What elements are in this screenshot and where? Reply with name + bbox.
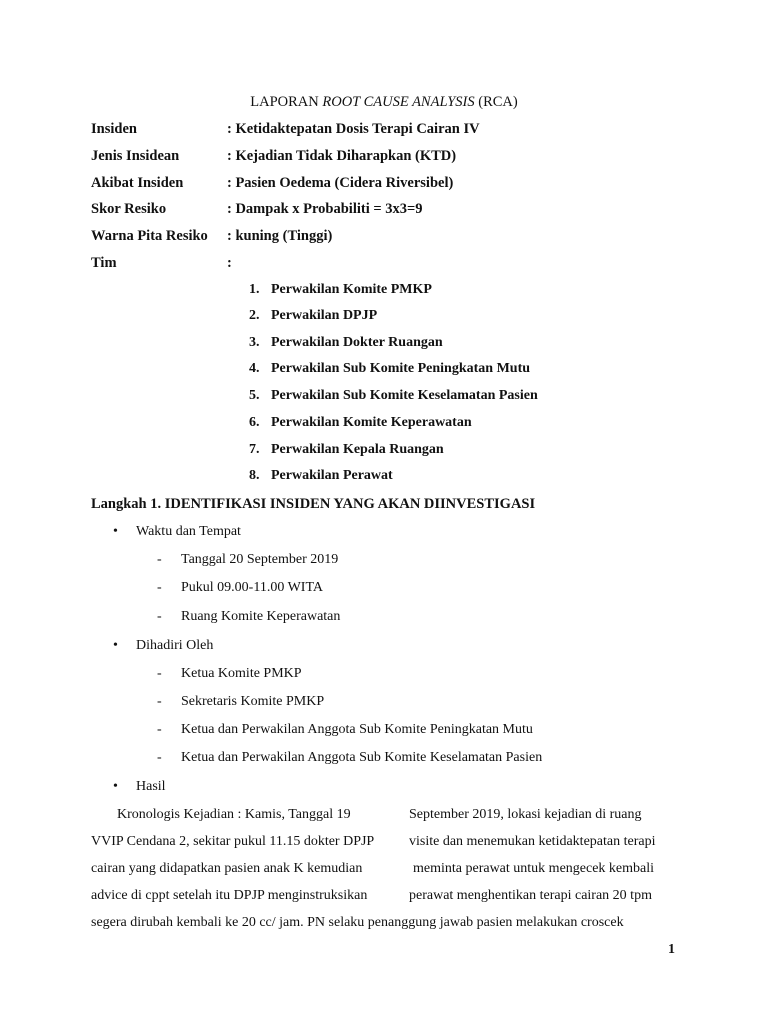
dash-text: Ketua Komite PMKP — [181, 666, 302, 681]
paragraph-line-right: September 2019, lokasi kejadian di ruang — [409, 807, 642, 822]
bullet-symbol: • — [113, 524, 118, 539]
dash-text: Tanggal 20 September 2019 — [181, 552, 339, 567]
dash-text: Ketua dan Perwakilan Anggota Sub Komite Keselamatan Pasien — [181, 750, 543, 765]
dash-symbol: - — [157, 694, 162, 709]
info-label: Jenis Insidean — [91, 148, 180, 164]
dash-symbol: - — [157, 552, 162, 567]
title-prefix: LAPORAN — [250, 94, 323, 110]
team-text: Perwakilan DPJP — [271, 308, 378, 323]
bullet-text: Dihadiri Oleh — [136, 638, 214, 653]
dash-symbol: - — [157, 580, 162, 595]
dash-symbol: - — [157, 722, 162, 737]
bullet-text: Waktu dan Tempat — [136, 524, 241, 539]
bullet-symbol: • — [113, 638, 118, 653]
info-label: Tim — [91, 255, 117, 271]
info-label: Akibat Insiden — [91, 175, 184, 191]
bullet-symbol: • — [113, 779, 118, 794]
bullet-text: Hasil — [136, 779, 166, 794]
team-number: 1. — [249, 282, 260, 297]
report-title — [0, 92, 768, 112]
paragraph-line — [91, 855, 678, 882]
team-number: 2. — [249, 308, 260, 323]
team-number: 8. — [249, 468, 260, 483]
info-label: Skor Resiko — [91, 201, 167, 217]
team-number: 6. — [249, 415, 260, 430]
title-italic: ROOT CAUSE ANALYSIS — [322, 94, 475, 110]
page-number: 1 — [668, 942, 675, 957]
team-number: 5. — [249, 388, 260, 403]
kronologis-paragraph — [91, 801, 678, 936]
dash-text: Pukul 09.00-11.00 WITA — [181, 580, 323, 595]
info-value: : — [227, 255, 232, 271]
paragraph-line-left: Kronologis Kejadian : Kamis, Tanggal 19 — [117, 807, 351, 822]
team-text: Perwakilan Sub Komite Peningkatan Mutu — [271, 361, 531, 376]
paragraph-line — [91, 909, 678, 936]
info-value: : Dampak x Probabiliti = 3x3=9 — [227, 201, 423, 217]
info-value: : Kejadian Tidak Diharapkan (KTD) — [227, 148, 457, 164]
info-value: : Pasien Oedema (Cidera Riversibel) — [227, 175, 454, 191]
paragraph-line-right: perawat menghentikan terapi cairan 20 tpm — [409, 888, 652, 903]
title-suffix: (RCA) — [474, 94, 518, 110]
info-value: : Ketidaktepatan Dosis Terapi Cairan IV — [227, 121, 480, 137]
dash-text: Ketua dan Perwakilan Anggota Sub Komite Peningkatan Mutu — [181, 722, 533, 737]
team-number: 3. — [249, 335, 260, 350]
info-label: Insiden — [91, 121, 137, 137]
dash-text: Ruang Komite Keperawatan — [181, 609, 341, 624]
dash-symbol: - — [157, 750, 162, 765]
paragraph-line-left: cairan yang didapatkan pasien anak K kemudian — [91, 861, 363, 876]
team-text: Perwakilan Perawat — [271, 468, 393, 483]
paragraph-line-right: meminta perawat untuk mengecek kembali — [413, 861, 655, 876]
paragraph-line-left: advice di cppt setelah itu DPJP menginstruksikan — [91, 888, 368, 903]
team-number: 7. — [249, 442, 260, 457]
team-number: 4. — [249, 361, 260, 376]
dash-text: Sekretaris Komite PMKP — [181, 694, 325, 709]
paragraph-line — [91, 801, 678, 828]
info-label: Warna Pita Resiko — [91, 228, 208, 244]
paragraph-line-left: segera dirubah kembali ke 20 cc/ jam. PN selaku penanggung jawab pasien melakukan croscek — [91, 915, 624, 930]
team-text: Perwakilan Komite Keperawatan — [271, 415, 472, 430]
team-text: Perwakilan Komite PMKP — [271, 282, 432, 297]
step1-heading: Langkah 1. IDENTIFIKASI INSIDEN YANG AKAN DIINVESTIGASI — [91, 496, 536, 512]
dash-symbol: - — [157, 609, 162, 624]
team-text: Perwakilan Sub Komite Keselamatan Pasien — [271, 388, 538, 403]
team-text: Perwakilan Dokter Ruangan — [271, 335, 443, 350]
info-value: : kuning (Tinggi) — [227, 228, 333, 244]
paragraph-line — [91, 882, 678, 909]
paragraph-line-left: VVIP Cendana 2, sekitar pukul 11.15 dokter DPJP — [91, 834, 375, 849]
dash-symbol: - — [157, 666, 162, 681]
paragraph-line-right: visite dan menemukan ketidaktepatan terapi — [409, 834, 656, 849]
paragraph-line — [91, 828, 678, 855]
team-text: Perwakilan Kepala Ruangan — [271, 442, 444, 457]
